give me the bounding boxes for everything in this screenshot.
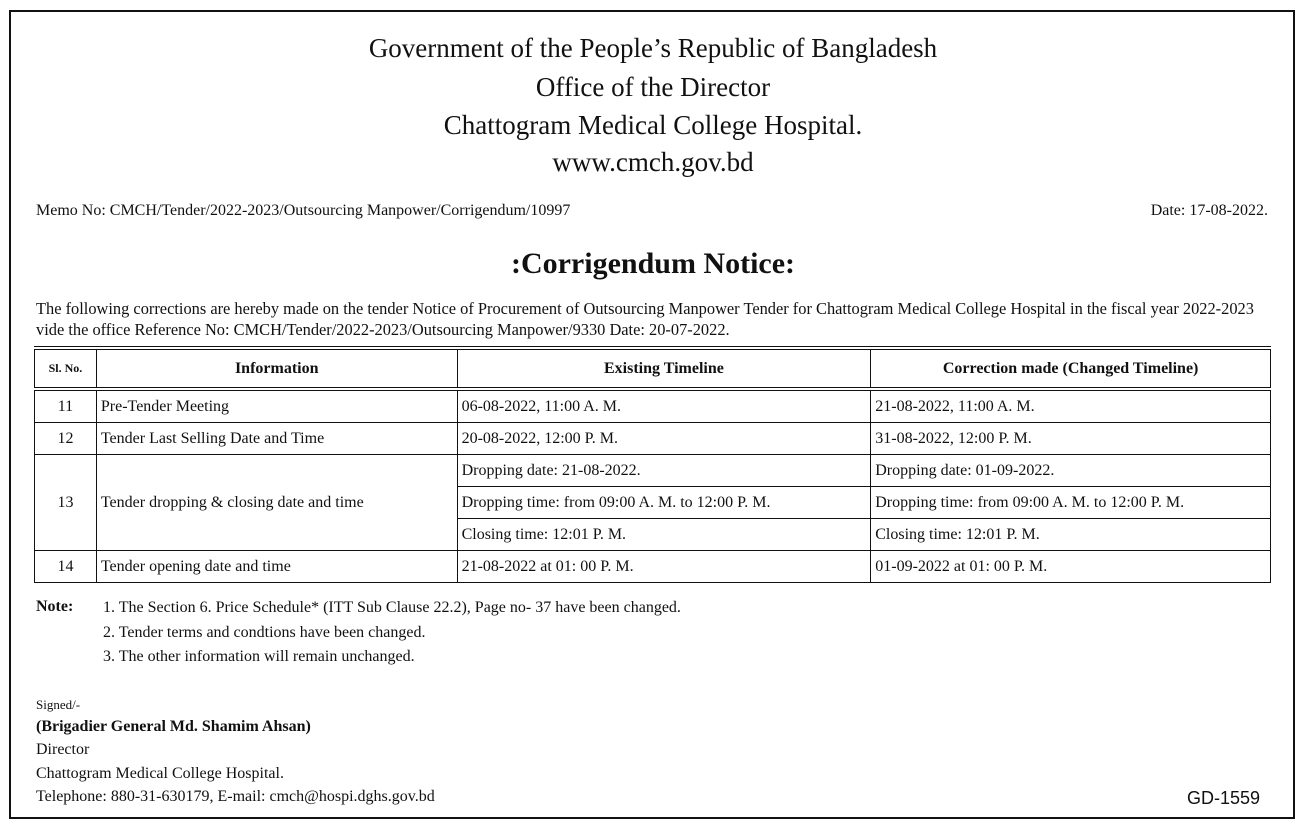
signed-mark: Signed/- xyxy=(36,697,81,712)
cell-changed: Dropping date: 01-09-2022. xyxy=(871,455,1271,487)
header-hospital: Chattogram Medical College Hospital. xyxy=(443,110,863,140)
table-header-row xyxy=(35,348,1271,389)
signatory-contact: Telephone: 880-31-630179, E-mail: cmch@hospi.dghs.gov.bd xyxy=(36,788,435,805)
signatory-name: (Brigadier General Md. Shamim Ahsan) xyxy=(36,718,311,735)
header-government: Government of the People’s Republic of Bangladesh xyxy=(368,33,938,63)
note-item: 3. The other information will remain unchanged. xyxy=(103,648,415,665)
cell-existing: 21-08-2022 at 01: 00 P. M. xyxy=(457,551,871,583)
table-row xyxy=(35,455,1271,487)
note-item: 1. The Section 6. Price Schedule* (ITT Sub Clause 22.2), Page no- 37 have been changed. xyxy=(103,599,681,616)
table-row xyxy=(35,389,1271,423)
note-label: Note: xyxy=(36,598,74,615)
cell-sl: 12 xyxy=(35,423,97,455)
cell-changed: Dropping time: from 09:00 A. M. to 12:00 P. M. xyxy=(871,487,1271,519)
cell-info: Tender dropping & closing date and time xyxy=(96,455,457,551)
document-code: GD-1559 xyxy=(1186,788,1260,808)
col-header-changed: Correction made (Changed Timeline) xyxy=(871,348,1271,389)
cell-changed: 01-09-2022 at 01: 00 P. M. xyxy=(871,551,1271,583)
cell-existing: Dropping date: 21-08-2022. xyxy=(457,455,871,487)
cell-info: Pre-Tender Meeting xyxy=(96,389,457,423)
col-header-sl: Sl. No. xyxy=(35,348,97,389)
header-website: www.cmch.gov.bd xyxy=(552,147,754,177)
cell-info: Tender Last Selling Date and Time xyxy=(96,423,457,455)
cell-existing: Closing time: 12:01 P. M. xyxy=(457,519,871,551)
col-header-existing: Existing Timeline xyxy=(457,348,871,389)
cell-sl: 13 xyxy=(35,455,97,551)
table-row xyxy=(35,423,1271,455)
col-header-information: Information xyxy=(96,348,457,389)
cell-existing: 20-08-2022, 12:00 P. M. xyxy=(457,423,871,455)
signatory-office: Chattogram Medical College Hospital. xyxy=(36,765,284,782)
cell-sl: 11 xyxy=(35,389,97,423)
corrigendum-table xyxy=(34,346,1271,583)
cell-existing: 06-08-2022, 11:00 A. M. xyxy=(457,389,871,423)
header-office: Office of the Director xyxy=(535,72,771,102)
cell-info: Tender opening date and time xyxy=(96,551,457,583)
cell-changed: 31-08-2022, 12:00 P. M. xyxy=(871,423,1271,455)
note-item: 2. Tender terms and condtions have been changed. xyxy=(103,624,426,641)
cell-changed: Closing time: 12:01 P. M. xyxy=(871,519,1271,551)
cell-sl: 14 xyxy=(35,551,97,583)
memo-date: Date: 17-08-2022. xyxy=(1150,202,1268,219)
cell-changed: 21-08-2022, 11:00 A. M. xyxy=(871,389,1271,423)
notice-title: :Corrigendum Notice: xyxy=(510,247,796,280)
table-row xyxy=(35,551,1271,583)
signatory-designation: Director xyxy=(36,741,90,758)
memo-number: Memo No: CMCH/Tender/2022-2023/Outsourcing Manpower/Corrigendum/10997 xyxy=(36,202,571,219)
intro-paragraph: The following corrections are hereby made on the tender Notice of Procurement of Outsourcing Manpower Tender for Chattogram Medical College Hospital in the fiscal year 2022-2023 vide the office Reference No: CMCH/Tender/2022-2023/Outsourcing Manpower/9330 Date: 20-07-2022. xyxy=(36,299,1254,339)
cell-existing: Dropping time: from 09:00 A. M. to 12:00 P. M. xyxy=(457,487,871,519)
